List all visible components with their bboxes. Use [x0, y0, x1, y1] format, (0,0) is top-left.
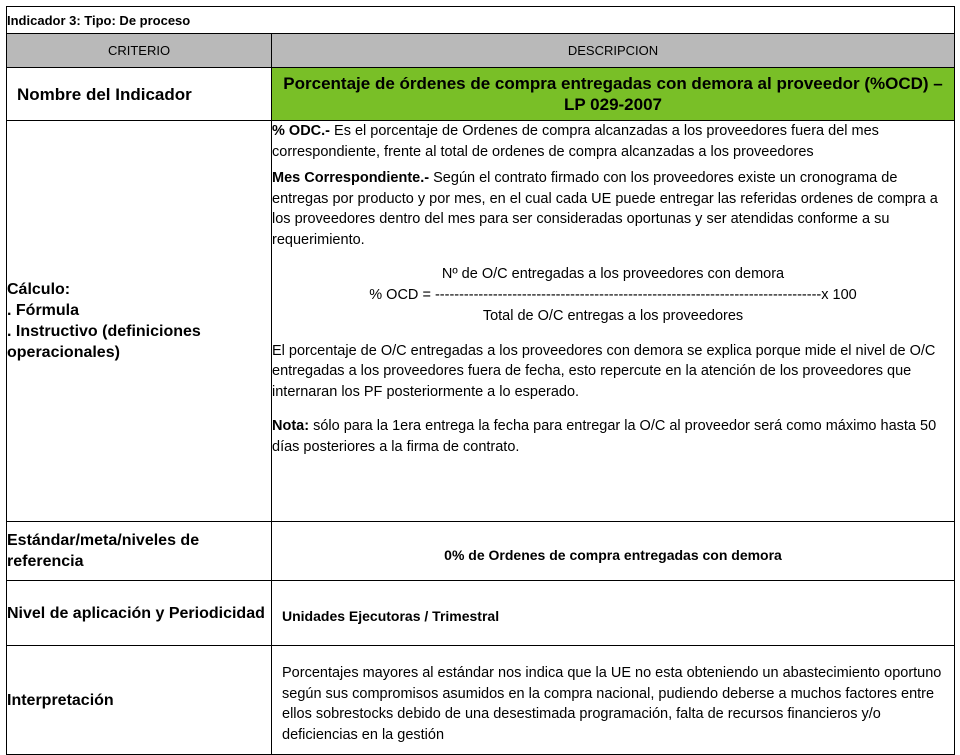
explicacion: El porcentaje de O/C entregadas a los proveedores con demora se explica porque mide el nivel de O/C entregadas a los proveedores fuera de fecha, esto repercute en la atención de los proveedores que internaran los PF posteriormente a lo esperado. [272, 342, 936, 400]
mes-definition [272, 168, 954, 250]
formula-lhs: % OCD [369, 287, 419, 303]
header-descripcion: DESCRIPCION [272, 34, 955, 68]
estandar-label: Estándar/meta/niveles de referencia [7, 522, 272, 581]
nivel-label: Nivel de aplicación y Periodicidad [7, 581, 272, 646]
estandar-value: 0% de Ordenes de compra entregadas con demora [272, 522, 955, 581]
calculo-label-line1: Cálculo: [7, 281, 71, 298]
mes-term: Mes Correspondiente.- [272, 170, 430, 186]
nombre-value: Porcentaje de órdenes de compra entregadas con demora al proveedor (%OCD) – LP 029-2007 [272, 68, 955, 121]
nombre-label: Nombre del Indicador [7, 68, 272, 121]
nota-text: sólo para la 1era entrega la fecha para entregar la O/C al proveedor será como máximo hasta 50 días posteriores a la firma de contrato. [272, 418, 937, 455]
formula-dashes: -------------------------------------------------------------------------------- [434, 287, 822, 303]
mes-text: Según el contrato firmado con los proveedores existe un cronograma de entregas por producto y por mes, en el cual cada UE puede entregar las referidas ordenes de compra a los proveedores dentro del mes para ser consideradas oportunas y ser atendidas conforme a su requerimiento. [272, 170, 938, 248]
odc-text: Es el porcentaje de Ordenes de compra alcanzadas a los proveedores fuera del mes correspondiente, frente al total de ordenes de compra alcanzadas a los proveedores [272, 123, 879, 160]
row-nivel [7, 581, 955, 646]
calculo-label-line3: . Instructivo (definiciones operacionales) [7, 323, 201, 361]
formula-line [272, 285, 954, 306]
interpretacion-value: Porcentajes mayores al estándar nos indica que la UE no esta obteniendo un abastecimiento oportuno según sus compromisos asumidos en la compra nacional, pudiendo deberse a muchos factores entre ellos sobrestocks debido de una desestimada programación, falta de recursos financieros y/o deficiencias en la gestión [272, 646, 955, 755]
title-row [7, 7, 955, 34]
header-row [7, 34, 955, 68]
nota-term: Nota: [272, 418, 310, 434]
formula-denominator: Total de O/C entregas a los proveedores [482, 307, 744, 324]
calculo-label-line2: . Fórmula [7, 302, 80, 319]
indicator-title: Indicador 3: Tipo: De proceso [7, 7, 955, 34]
calculo-label [7, 121, 272, 522]
formula-numerator: Nº de O/C entregadas a los proveedores con demora [441, 266, 785, 282]
formula-eq: = [418, 287, 435, 303]
interpretacion-label: Interpretación [7, 646, 272, 755]
header-criterio: CRITERIO [7, 34, 272, 68]
nota [272, 416, 954, 457]
odc-definition [272, 121, 954, 162]
formula [272, 264, 954, 327]
nivel-value: Unidades Ejecutoras / Trimestral [272, 581, 955, 646]
row-estandar [7, 522, 955, 581]
calculo-description [272, 121, 955, 522]
indicator-table [6, 6, 955, 755]
row-interpretacion [7, 646, 955, 755]
odc-term: % ODC.- [272, 123, 330, 139]
row-calculo [7, 121, 955, 522]
formula-mult: x 100 [821, 287, 857, 303]
row-nombre [7, 68, 955, 121]
